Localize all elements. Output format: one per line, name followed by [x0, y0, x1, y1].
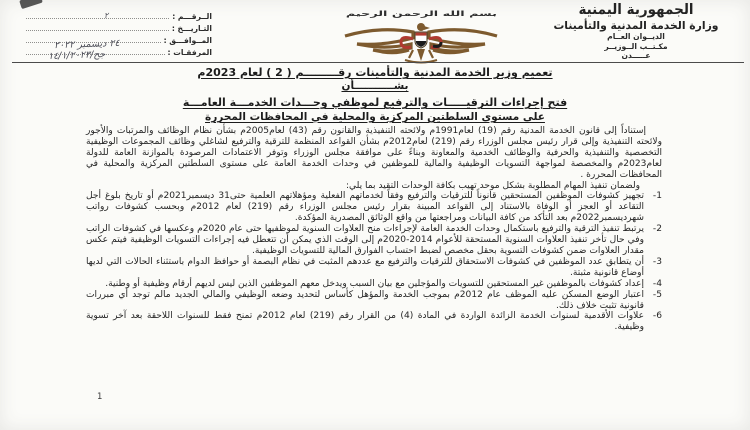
title-line-1: تعميم وزير الخدمة المدنية والتأمينات رقـــــــــم ( 2 ) لعام 2023م — [197, 66, 553, 79]
list-item-4 — [86, 279, 662, 290]
page-number: 1 — [97, 392, 103, 402]
office-line: الديــوان العــام — [607, 32, 665, 41]
list-item-2 — [86, 224, 662, 257]
scan-artifact — [19, 0, 43, 9]
item-4-number: 4- — [652, 278, 662, 289]
item-2-text: يرتبط تنفيذ الترقية والترفيع باستكمال وحدات الخدمة العامة لإجراءات منح العلاوات السنوية لموظفيها حتى عام 2020م وعكسها في كشوفات الراتب وفي حال تأخر تنفيذ العلاوات السنوية المستحقة للأعوام 2014-2020م إلى الوقت الذي يمكن أن تتعطل فيه إجراءات التسويات الوظيفية فيتم عكس مقدار العلاوات ضمن كشوفات التسوية بحقل مخصص لضبط احتساب الفوارق المالية للتسويات الوظيفية. — [86, 224, 644, 256]
title-line-3: فتح إجراءات الترقيـــــات والترفيع لموظفي وحـــدات الخدمـــة العامـــة — [182, 96, 568, 109]
intro-paragraph: إستناداً إلى قانون الخدمة المدنية رقم (19) لعام1991م ولائحته التنفيذية والقانون رقم (43) لعام2005م بشأن نظام الوظائف والمرتبات والأجور ولائحته التنفيذية وإلى قرار رئيس مجلس الوزراء رقم (219) لعام2012م بشأن القواعد المنظمة للترقية والترفيع لشاغلي وظائف المجموعات الوظيفية التخصصية والتنفيذية والحرفية والوظائف الخدمية والمعاونة وبناءً على موافقة مجلس الوزراء وتوفر الاعتمادات المرصودة بالموازنة العامة للدولة لعام2023م والمخصصة لمواجهة التسويات الوظيفية والمالية للموظفين في وحدات الخدمة العامة على مستوى السلطتين المركزية والمحلية في المحافظات المحررة . — [86, 126, 663, 180]
item-6-text: علاوات الأقدمية لسنوات الخدمة الزائدة الواردة في المادة (4) من القرار رقم (219) لعام 2012م تمنح فقط للسنوات اللاحقة بعد آخر تسوية وظيفية. — [86, 311, 645, 333]
handwritten-number: ٢ — [103, 10, 109, 21]
dotted-leader — [26, 54, 165, 55]
dotted-leader — [26, 30, 169, 31]
field-corresponding-label: المــوافـــق : — [163, 36, 212, 45]
handwritten-corresponding-date: ٢٤ ديسمبر ٢٠٢٢ — [53, 37, 120, 52]
item-5-text: اعتبار الوضع المسكن عليه الموظف عام 2012م بموجب الخدمة والمؤهل كأساس لتحديد وضعه الوظيفي والمالي الجديد مالم توجد أي مبررات قانونية تثبت خلاف ذلك. — [86, 289, 644, 311]
list-item-1 — [86, 191, 662, 224]
item-3-text: أن يتطابق عدد الموظفين في كشوفات الاستحقاق للترقيات والترفيع مع عددهم المثبت في نظام البصمة أو حوافظ الدوام باستثناء الحالات التي لديها أوضاع قانونية مثبتة. — [86, 256, 644, 278]
item-2-number: 2- — [652, 224, 662, 235]
list-item-3 — [86, 257, 662, 279]
country-calligraphy: الجمهورية اليمنية — [578, 1, 694, 19]
item-5-number: 5- — [652, 289, 662, 300]
list-item-6 — [86, 311, 662, 333]
bureau-line: مكـتــب الــوزيــر — [604, 41, 668, 51]
item-1-number: 1- — [652, 191, 662, 202]
bismillah-calligraphy: بسم الله الرحمن الرحيم — [345, 9, 497, 18]
city-line: عـــــدن — [621, 51, 651, 60]
field-attachments — [26, 45, 212, 57]
field-number-label: الــرقـــم : — [172, 12, 212, 21]
registry-fields — [26, 9, 212, 62]
list-item-5 — [86, 290, 662, 312]
field-number — [26, 9, 212, 21]
dotted-leader — [26, 18, 169, 19]
field-date — [26, 21, 212, 33]
letterhead-org — [530, 3, 742, 61]
field-corresponding — [26, 33, 212, 45]
circular-title — [70, 66, 680, 123]
title-line-2: بشـــــــــــأن — [341, 80, 409, 92]
header-divider — [12, 62, 744, 63]
document-body — [86, 126, 662, 333]
title-line-4: على مستوى السلطتين المركزية والمحلية في المحافظات المحررة — [205, 111, 545, 123]
yemen-eagle-emblem-icon — [343, 19, 499, 65]
item-4-text: إعداد كشوفات بالموظفين غير المستحقين للتسويات والمؤجلين مع بيان السبب ويدخل معهم الموظفين الذين ليس لديهم أرقام وظيفية أو وطنية. — [105, 278, 644, 289]
item-3-number: 3- — [652, 256, 662, 267]
item-6-number: 6- — [652, 311, 662, 322]
field-attachments-label: المرفقـات : — [167, 48, 212, 57]
item-1-text: تجهيز كشوفات الموظفين المستحقين قانوناً للترقيات والترفيع وفقاً لخدماتهم الفعلية ومؤهلاتهم العلمية حتى31 ديسمبر2021م أو تاريخ بلوغ أجل التقاعد أو العجز أو الوفاة بالاستناد إلى القواعد المبينة بقرار رئيس مجلس الوزراء رقم (219) لعام 2012م وبحسب كشوفات رواتب شهرديسمبر2022م بعد التأكد من كافة البيانات ومراجعتها من واقع الوثائق المصدرية المؤكدة. — [86, 191, 644, 224]
ministry-calligraphy: وزارة الخدمة المدنية والتأمينات — [553, 19, 719, 32]
emblem-block — [338, 1, 504, 65]
lead-in-line: ولضمان تنفيذ المهام المطلوبة بشكل موحد تهيب بكافة الوحدات التقيد بما يلي: — [345, 180, 640, 191]
dotted-leader — [26, 42, 161, 43]
field-date-label: التـاريـــخ : — [171, 24, 212, 33]
handwritten-attachments: جح/١٤/١/٢٠٢٣ — [47, 49, 106, 62]
